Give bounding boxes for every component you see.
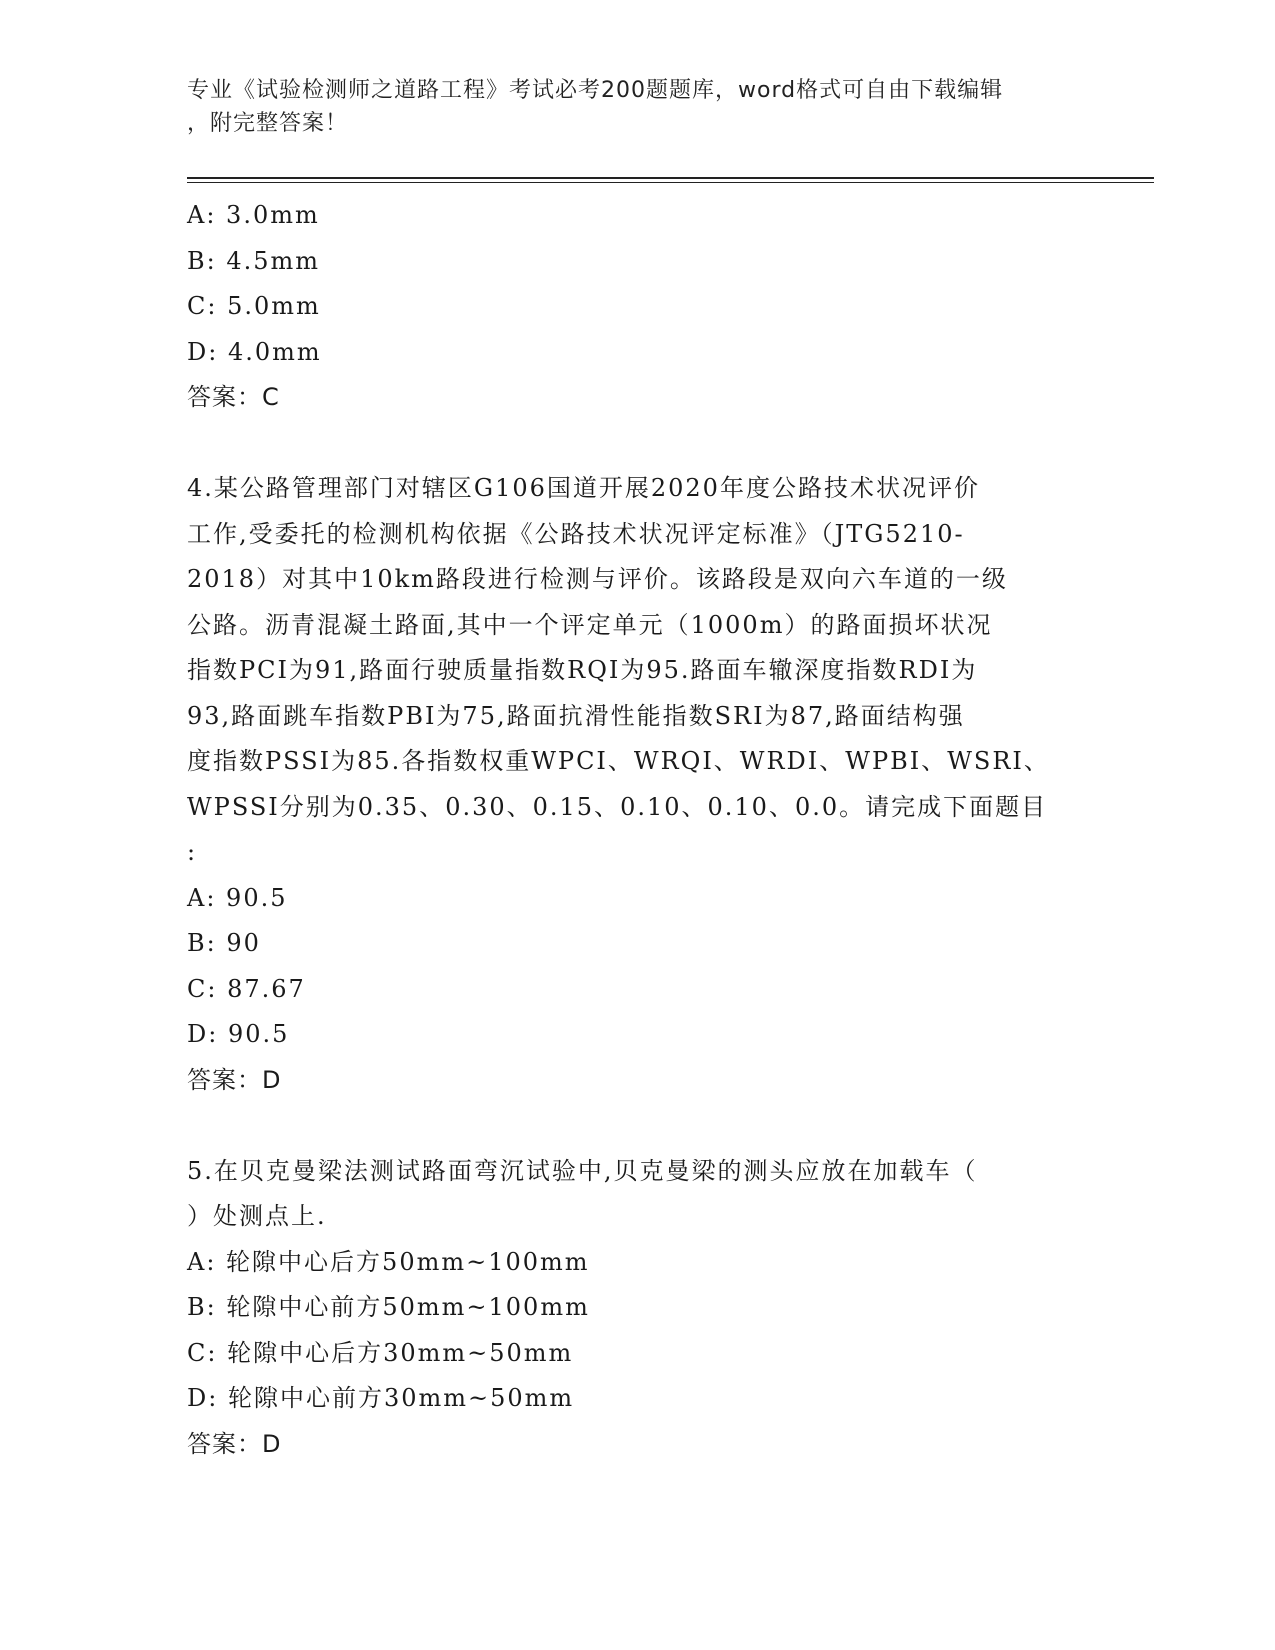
q4-stem-line: 指数PCI为91,路面行驶质量指数RQI为95.路面车辙深度指数RDI为 [187,656,978,684]
document-body [187,193,1087,1467]
question-3 [187,193,1087,421]
spacer [187,421,1087,467]
header-line-1: 专业《试验检测师之道路工程》考试必考200题题库，word格式可自由下载编辑 [187,78,1004,103]
q4-answer: 答案：D [187,1065,282,1094]
q5-option-a: A: 轮隙中心后方50mm~100mm [187,1247,590,1276]
q3-option-d: D: 4.0mm [187,337,322,366]
q3-option-c: C: 5.0mm [187,292,321,320]
question-4 [187,466,1087,1103]
q5-stem-line: ）处测点上. [187,1202,327,1230]
spacer [187,1103,1087,1149]
q4-stem-line: 2018）对其中10km路段进行检测与评价。该路段是双向六车道的一级 [187,565,1008,593]
q4-stem-line: 工作,受委托的检测机构依据《公路技术状况评定标准》（JTG5210- [187,519,965,548]
q4-option-b: B: 90 [187,929,261,957]
q4-stem-line: 93,路面跳车指数PBI为75,路面抗滑性能指数SRI为87,路面结构强 [187,701,965,730]
header-divider-thin [187,182,1154,183]
q4-option-a: A: 90.5 [187,883,288,912]
question-5 [187,1149,1087,1468]
q4-option-c: C: 87.67 [187,974,306,1003]
q4-stem-line: WPSSI分别为0.35、0.30、0.15、0.10、0.10、0.0。请完成下面题目 [187,792,1048,821]
q4-stem-line: 度指数PSSI为85.各指数权重WPCI、WRQI、WRDI、WPBI、WSRI、 [187,747,1050,775]
header-divider-thick [187,177,1154,179]
q4-option-d: D: 90.5 [187,1020,290,1048]
q4-stem-line: 4.某公路管理部门对辖区G106国道开展2020年度公路技术状况评价 [187,474,980,502]
q5-answer: 答案：D [187,1429,282,1458]
q5-option-b: B: 轮隙中心前方50mm~100mm [187,1293,590,1321]
q3-answer: 答案：C [187,383,280,411]
q3-option-b: B: 4.5mm [187,246,321,275]
q5-option-d: D: 轮隙中心前方30mm~50mm [187,1384,575,1412]
document-header [187,74,1077,140]
q4-stem-line: 公路。沥青混凝土路面,其中一个评定单元（1000m）的路面损坏状况 [187,610,993,639]
q5-stem-line: 5.在贝克曼梁法测试路面弯沉试验中,贝克曼梁的测头应放在加载车（ [187,1156,978,1185]
header-line-2: ，附完整答案！ [187,111,349,136]
q5-stem [187,1149,1087,1240]
q3-option-a: A: 3.0mm [187,201,320,229]
q4-stem-line: : [187,838,198,866]
q5-option-c: C: 轮隙中心后方30mm~50mm [187,1338,574,1367]
q4-stem [187,466,1087,876]
